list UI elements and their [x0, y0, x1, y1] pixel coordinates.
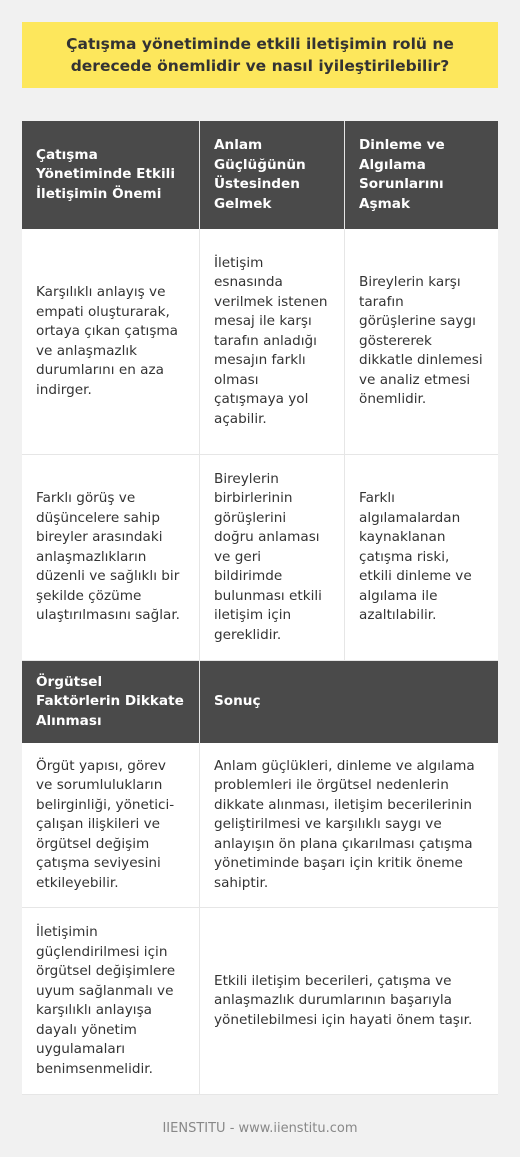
table-row — [22, 455, 498, 661]
table-cell: İletişimin güçlendirilmesi için örgütsel değişimlere uyum sağlanmalı ve karşılıklı anlayışa dayalı yönetim uygulamaları benimsenmelidir. — [22, 908, 200, 1095]
header-cell: Çatışma Yönetiminde Etkili İletişimin Önemi — [22, 121, 200, 229]
header-cell: Örgütsel Faktörlerin Dikkate Alınması — [22, 661, 200, 743]
header-cell: Sonuç — [200, 661, 498, 743]
page-title: Çatışma yönetiminde etkili iletişimin rolü ne derecede önemlidir ve nasıl iyileştirilebilir? — [66, 35, 454, 75]
table-header-row — [22, 661, 498, 743]
table-header-row — [22, 121, 498, 229]
table-cell: Örgüt yapısı, görev ve sorumlulukların belirginliği, yönetici-çalışan ilişkileri ve örgütsel değişim çatışma seviyesini etkileyebilir. — [22, 743, 200, 908]
table-row — [22, 908, 498, 1095]
table-cell: Farklı algılamalardan kaynaklanan çatışma riski, etkili dinleme ve algılama ile azaltılabilir. — [345, 455, 498, 661]
footer-credit: IIENSTITU - www.iienstitu.com — [162, 1121, 358, 1136]
table-cell: Anlam güçlükleri, dinleme ve algılama problemleri ile örgütsel nedenlerin dikkate alınması, iletişim becerilerinin geliştirilmesi ve karşılıklı saygı ve anlayışın ön plana çıkarılması çatışma yönetiminde başarı için kritik öneme sahiptir. — [200, 743, 498, 908]
content-table — [22, 121, 498, 1095]
header-cell: Dinleme ve Algılama Sorunlarını Aşmak — [345, 121, 498, 229]
title-banner — [22, 22, 498, 88]
table-cell: Etkili iletişim becerileri, çatışma ve anlaşmazlık durumlarının başarıyla yönetilebilmesi için hayati önem taşır. — [200, 908, 498, 1095]
table-row — [22, 743, 498, 908]
table-cell: Bireylerin birbirlerinin görüşlerini doğru anlaması ve geri bildirimde bulunması etkili iletişim için gereklidir. — [200, 455, 345, 661]
table-cell: Farklı görüş ve düşüncelere sahip bireyler arasındaki anlaşmazlıkların düzenli ve sağlıklı bir şekilde çözüme ulaştırılmasını sağlar. — [22, 455, 200, 661]
table-row — [22, 229, 498, 455]
table-cell: Karşılıklı anlayış ve empati oluşturarak, ortaya çıkan çatışma ve anlaşmazlık durumlarını en aza indirger. — [22, 229, 200, 455]
table-cell: Bireylerin karşı tarafın görüşlerine saygı göstererek dikkatle dinlemesi ve analiz etmesi önemlidir. — [345, 229, 498, 455]
table-cell: İletişim esnasında verilmek istenen mesaj ile karşı tarafın anladığı mesajın farklı olması çatışmaya yol açabilir. — [200, 229, 345, 455]
header-cell: Anlam Güçlüğünün Üstesinden Gelmek — [200, 121, 345, 229]
